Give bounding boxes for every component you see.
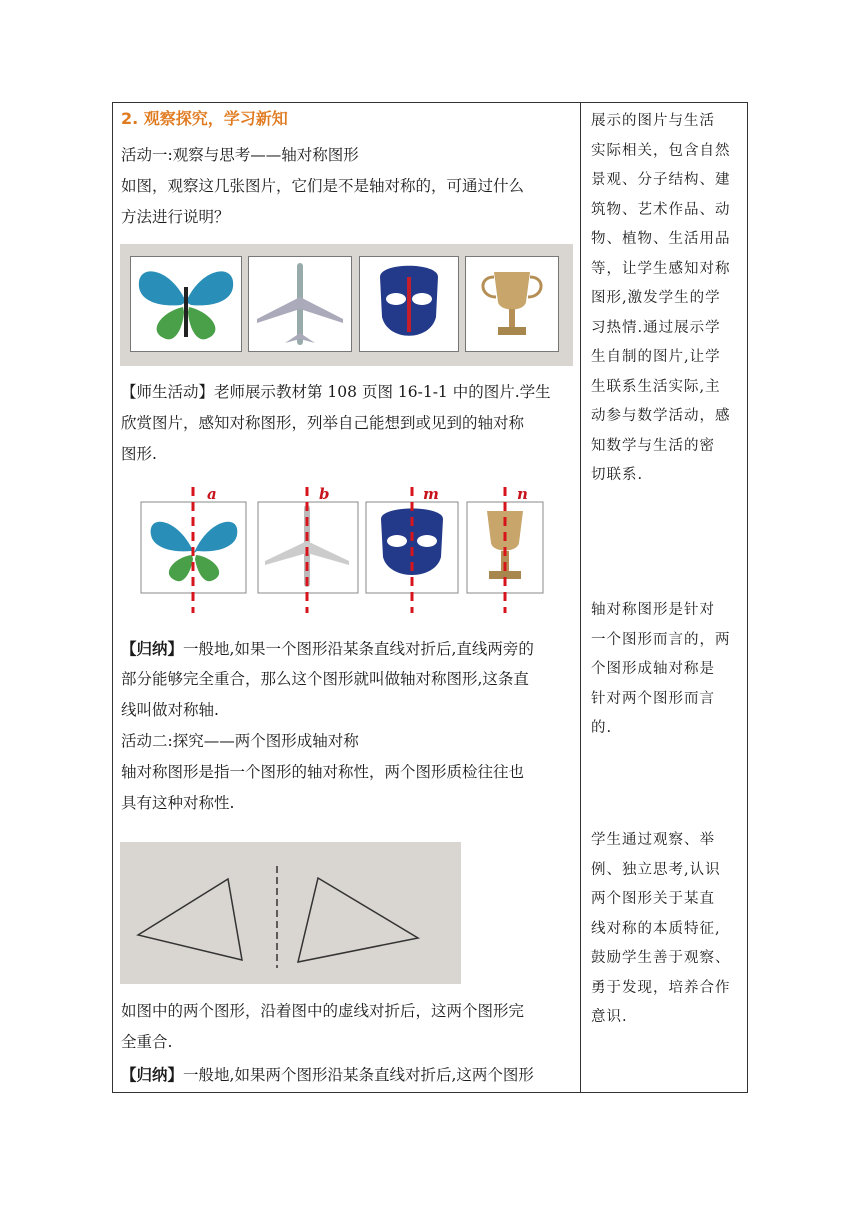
opera-mask-image (359, 256, 459, 352)
side-note-line: 筑物、艺术作品、动 (591, 201, 731, 218)
side-note-line: 习热情.通过展示学 (591, 319, 721, 336)
teacher-activity-line1: 【师生活动】老师展示教材第 108 页图 16-1-1 中的图片.学生 (121, 383, 551, 401)
lesson-table (112, 102, 748, 1093)
side-note-line: 切联系. (591, 467, 644, 483)
activity1-title: 活动一:观察与思考——轴对称图形 (121, 146, 359, 164)
side-note-line: 线对称的本质特征, (591, 920, 721, 937)
activity2-line2: 具有这种对称性. (121, 794, 235, 812)
side-note-line: 动参与数学活动，感 (591, 408, 731, 424)
side-note-line: 意识. (591, 1009, 628, 1025)
summary1-line3: 线叫做对称轴. (121, 701, 219, 719)
side-note-line: 学生通过观察、举 (591, 832, 715, 848)
side-note-line: 知数学与生活的密 (591, 437, 715, 454)
side-note-line: 例、独立思考,认识 (591, 861, 721, 878)
side-note-line: 轴对称图形是针对 (591, 602, 715, 618)
activity2-line1: 轴对称图形是指一个图形的轴对称性，两个图形质检往往也 (121, 763, 525, 781)
activity1-question-line1: 如图，观察这几张图片，它们是不是轴对称的，可通过什么 (121, 177, 525, 195)
axis-label-a: a (207, 485, 217, 503)
side-note-line: 实际相关，包含自然 (591, 142, 731, 159)
column-divider (580, 103, 581, 1092)
summary2-line1 (121, 1059, 575, 1091)
side-note-line: 生自制的图片,让学 (591, 349, 721, 365)
section-heading: 2. 观察探究，学习新知 (121, 109, 288, 128)
activity2-title: 活动二:探究——两个图形成轴对称 (121, 732, 359, 750)
butterfly-image (130, 256, 242, 352)
summary1-line1 (121, 633, 575, 665)
airplane-image (248, 256, 352, 352)
axis-label-n: n (517, 485, 528, 503)
teacher-activity-line3: 图形. (121, 445, 157, 463)
axis-label-b: b (319, 485, 330, 503)
side-note-line: 展示的图片与生活 (591, 113, 715, 129)
axis-label-m: m (423, 485, 439, 503)
side-note-line: 勇于发现，培养合作 (591, 979, 731, 996)
side-note-line: 鼓励学生善于观察、 (591, 950, 731, 966)
summary1-line2: 部分能够完全重合，那么这个图形就叫做轴对称图形,这条直 (121, 670, 529, 688)
summary1-tag: 【归纳】 (121, 639, 184, 658)
side-note-line: 的. (591, 720, 613, 736)
teacher-activity-line2: 欣赏图片，感知对称图形，列举自己能想到或见到的轴对称 (121, 414, 525, 432)
trophy-image (465, 256, 559, 352)
side-note-line: 景观、分子结构、建 (591, 172, 731, 188)
summary2-text: 一般地,如果两个图形沿某条直线对折后,这两个图形 (183, 1066, 534, 1084)
summary2-tag: 【归纳】 (121, 1065, 184, 1084)
side-note-line: 物、植物、生活用品 (591, 231, 731, 247)
activity1-question-line2: 方法进行说明？ (121, 208, 230, 226)
symmetry-axes-figure (139, 483, 559, 617)
triangles-line2: 全重合. (121, 1033, 173, 1051)
side-note-line: 针对两个图形而言 (591, 690, 715, 707)
side-note-line: 两个图形关于某直 (591, 891, 715, 907)
textbook-photo (120, 244, 573, 366)
triangles-line1: 如图中的两个图形，沿着图中的虚线对折后，这两个图形完 (121, 1002, 525, 1020)
side-note-line: 个图形成轴对称是 (591, 661, 715, 677)
side-note-line: 图形,激发学生的学 (591, 290, 721, 306)
side-note-line: 生联系生活实际,主 (591, 378, 721, 395)
side-note-line: 等，让学生感知对称 (591, 260, 731, 277)
triangles-photo (120, 842, 461, 984)
side-note-line: 一个图形而言的，两 (591, 631, 731, 648)
summary1-text: 一般地,如果一个图形沿某条直线对折后,直线两旁的 (183, 640, 534, 658)
